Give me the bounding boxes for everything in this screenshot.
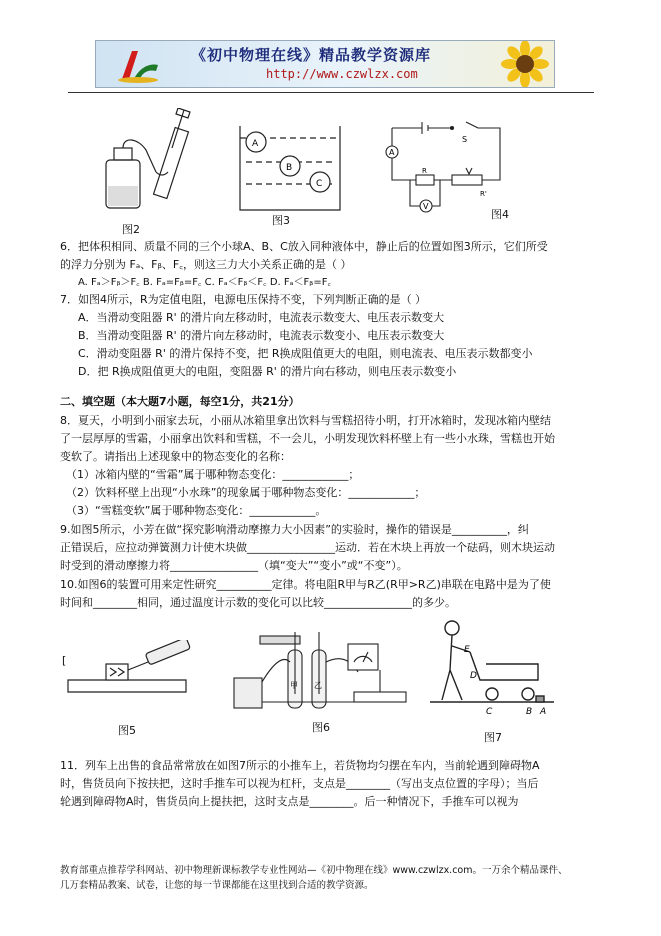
figure-3-drawing <box>236 122 346 214</box>
q8-line-3: 变软了。请指出上述现象中的物态变化的名称： <box>60 450 291 463</box>
figure-5-bracket: [ <box>62 654 67 667</box>
q9-line-1: 9.如图5所示，小芳在做“探究影响滑动摩擦力大小因素”的实验时，操作的错误是__________，纠 <box>60 523 529 536</box>
header-banner <box>95 40 555 88</box>
q7-option-a: A．当滑动变阻器 R' 的滑片向左移动时，电流表示数变大、电压表示数变大 <box>78 311 445 324</box>
footer-line-2: 几万套精品教案、试卷，让您的每一节课都能在这里找到合适的教学资源。 <box>60 880 374 891</box>
figure-4-drawing <box>382 120 512 216</box>
q11-line-2: 时，售货员向下按扶把，这时手推车可以视为杠杆，支点是________（写出支点位置的字母）；当后 <box>60 777 539 790</box>
q9-line-2: 正错误后，应拉动弹簧测力计使木块做________________运动．若在木块上再放一个砝码，则木块运动 <box>60 541 555 554</box>
q11-line-3: 轮遇到障碍物A时，售货员向上提扶把，这时支点是________。后一种情况下，手推车可以视为 <box>60 795 519 808</box>
q8-sub-2: （2）饮料杯壁上出现“小水珠”的现象属于哪种物态变化：____________； <box>66 486 426 499</box>
q10-line-2: 时间和________相同，通过温度计示数的变化可以比较________________的多少。 <box>60 596 456 609</box>
q10-line-1: 10.如图6的装置可用来定性研究__________定律。将电阻R甲与R乙(R甲>R乙)串联在电路中是为了使 <box>60 578 551 591</box>
q7-option-d: D．把 R换成阻值更大的电阻，变阻器 R' 的滑片向右移动，则电压表示数变小 <box>78 365 457 378</box>
footer-line-1: 教育部重点推荐学科网站、初中物理新课标教学专业性网站—《初中物理在线》www.czwlzx.com。一万余个精品课件、 <box>60 865 568 876</box>
q9-line-3: 时受到的滑动摩擦力将________________（填“变大”“变小”或“不变”）。 <box>60 559 408 572</box>
fig7-label-d: D <box>470 671 477 681</box>
fig4-label-r: R <box>422 167 427 175</box>
figure-7-drawing <box>428 618 558 720</box>
q8-sub-3: （3）“雪糕变软”属于哪种物态变化：____________。 <box>66 504 327 517</box>
fig3-label-a: A <box>252 139 259 149</box>
fig4-label-s: S <box>462 135 468 144</box>
q11-line-1: 11．列车上出售的食品常常放在如图7所示的小推车上，若货物均匀摆在车内，当前轮遇到障碍物A <box>60 759 540 772</box>
site-logo-icon <box>114 45 160 83</box>
fig4-label-rprime: R' <box>480 190 487 198</box>
figure-3-caption: 图3 <box>272 214 290 227</box>
q7-option-b: B．当滑动变阻器 R' 的滑片向左移动时，电流表示数变小、电压表示数变大 <box>78 329 445 342</box>
figure-6-caption: 图6 <box>312 721 330 734</box>
figure-4-caption: 图4 <box>491 208 509 221</box>
fig4-label-a: A <box>389 148 395 157</box>
q7-option-c: C．滑动变阻器 R' 的滑片保持不变，把 R换成阻值更大的电阻，则电流表、电压表示数都变小 <box>78 347 533 360</box>
figure-2-drawing <box>98 108 208 220</box>
section-2-title: 二、填空题（本大题7小题，每空1分，共21分） <box>60 395 300 408</box>
header-divider <box>68 92 594 93</box>
q6-options: A. Fₐ＞Fᵦ＞F꜀ B. Fₐ=Fᵦ=F꜀ C. Fₐ＜Fᵦ＜F꜀ D. Fₐ＜Fᵦ=F꜀ <box>78 277 331 288</box>
site-url[interactable]: http://www.czwlzx.com <box>266 67 418 81</box>
sunflower-icon <box>496 41 554 87</box>
fig6-label-jia: 甲 <box>290 681 298 690</box>
q8-line-1: 8．夏天，小明到小丽家去玩，小丽从冰箱里拿出饮料与雪糕招待小明，打开冰箱时，发现冰箱内壁结 <box>60 414 551 427</box>
q8-line-2: 了一层厚厚的雪霜，小丽拿出饮料和雪糕，不一会儿，小明发现饮料杯壁上有一些小水珠，雪糕也开始 <box>60 432 555 445</box>
fig7-label-a: A <box>540 707 547 717</box>
q6-stem: 6．把体积相同、质量不同的三个小球A、B、C放入同种液体中，静止后的位置如图3所示，它们所受 <box>60 240 548 253</box>
fig3-label-c: C <box>316 179 323 189</box>
figure-7-caption: 图7 <box>484 731 502 744</box>
site-title: 《初中物理在线》精品教学资源库 <box>191 46 432 64</box>
q6-stem-2: 的浮力分别为 Fₐ、Fᵦ、F꜀，则这三力大小关系正确的是（ ） <box>60 258 352 271</box>
fig7-label-c: C <box>486 707 493 717</box>
q8-sub-1: （1）冰箱内壁的“雪霜”属于哪种物态变化：____________； <box>66 468 360 481</box>
fig3-label-b: B <box>286 163 293 173</box>
figure-2-caption: 图2 <box>122 223 140 236</box>
fig7-label-b: B <box>526 707 533 717</box>
figure-5-drawing <box>66 640 196 700</box>
fig6-label-yi: 乙 <box>314 681 322 690</box>
figure-5-caption: 图5 <box>118 724 136 737</box>
fig7-label-e: E <box>464 645 470 655</box>
figure-6-drawing <box>230 622 410 714</box>
fig4-label-v: V <box>423 202 429 211</box>
q7-stem: 7．如图4所示，R为定值电阻，电源电压保持不变，下列判断正确的是（ ） <box>60 293 427 306</box>
